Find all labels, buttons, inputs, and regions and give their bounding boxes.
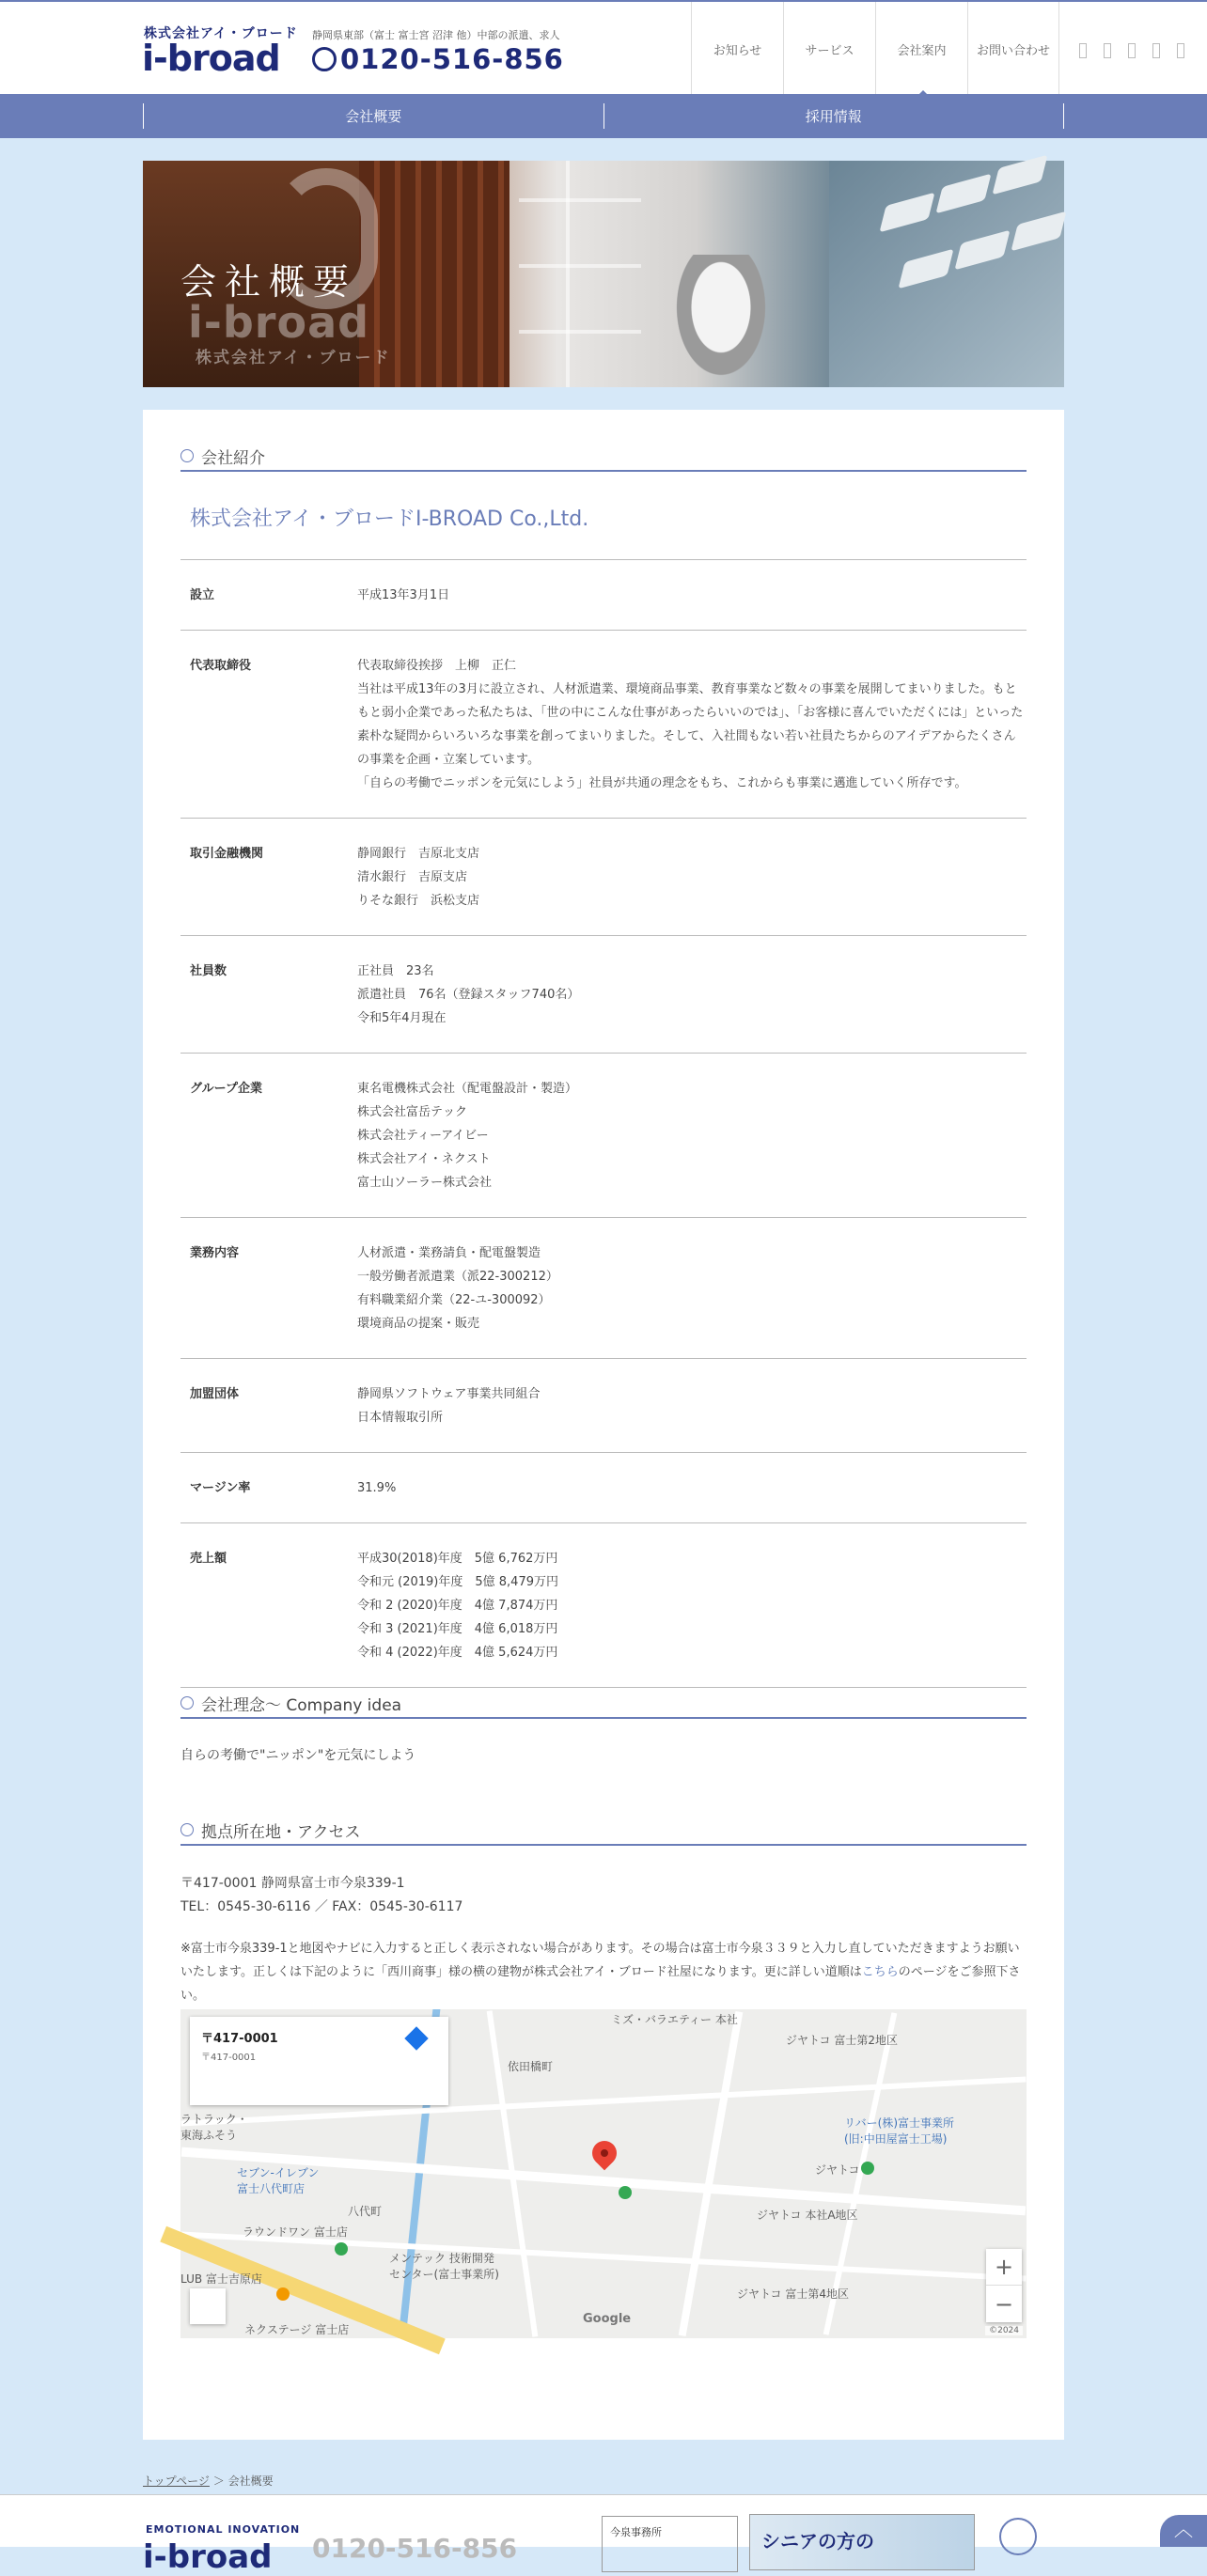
back-to-top-button[interactable]: ︿	[1160, 2515, 1207, 2547]
phone-number[interactable]: 0120-516-856	[312, 43, 564, 75]
breadcrumb	[143, 2473, 274, 2489]
social-icon[interactable]	[1177, 43, 1184, 58]
map-info-card: 〒417-0001 〒417-0001	[190, 2017, 448, 2105]
poi-marker[interactable]	[276, 2287, 290, 2301]
address-block	[180, 1872, 462, 1919]
site-header	[0, 0, 1207, 94]
section-heading-intro: 会社紹介	[180, 442, 1027, 472]
subnav-overview[interactable]: 会社概要	[143, 103, 604, 129]
table-row: 設立 平成13年3月1日	[180, 560, 1027, 631]
social-links	[1079, 43, 1184, 58]
sub-nav	[0, 94, 1207, 138]
social-icon[interactable]	[1079, 43, 1087, 58]
google-map[interactable]: 〒417-0001 〒417-0001 ミズ・バラエティー 本社 ジヤトコ 富士第2地区 依田橋町 リバー(株)富士事業所 (旧:中田屋富士工場) ジヤトコ ジヤトコ 本社A地区 セブン-イレブン 富士八代町店 八代町 ラウンドワン 富士店 メンテック 技術開発 センター(富士事業所) ジヤトコ 富士第4地区 ネクステージ 富士店 LUB 富士吉原店 ラトラック・ 東海ふそう + − Google ©2024	[180, 2009, 1027, 2338]
section-heading-access: 拠点所在地・アクセス	[180, 1816, 1027, 1846]
google-logo: Google	[583, 2312, 632, 2326]
logo-watermark-sub: 株式会社アイ・ブロード	[196, 349, 391, 367]
senior-banner[interactable]: シニアの方の	[749, 2514, 975, 2570]
chevron-right-icon: ＞	[212, 2475, 225, 2488]
nav-company[interactable]: 会社案内	[875, 2, 967, 96]
circle-icon	[180, 1696, 194, 1710]
main-nav	[691, 2, 1059, 96]
tagline: 静岡県東部（富士 富士宮 沼津 他）中部の派遣、求人	[312, 29, 560, 41]
nav-news[interactable]: お知らせ	[691, 2, 783, 96]
access-note: ※富士市今泉339-1と地図やナビに入力すると正しく表示されない場合があります。その場合は富士市今泉３３９と入力し直していただきますようお願いいたします。正しくは下記のように「西川商事」様の横の建物が株式会社アイ・ブロード社屋になります。更に詳しい道順はこちらのページをご参照下さい。	[180, 1942, 1021, 2003]
main-content	[143, 410, 1064, 2440]
certification-badge-icon	[999, 2518, 1037, 2555]
table-row: グループ企業 東名電機株式会社（配電盤設計・製造） 株式会社富岳テック 株式会社ティーアイビー 株式会社アイ・ネクスト 富士山ソーラー株式会社	[180, 1054, 1027, 1218]
directions-icon[interactable]	[404, 2026, 428, 2050]
logo-watermark-text: i-broad	[188, 297, 370, 348]
tel-fax: TEL：0545-30-6116 ／ FAX：0545-30-6117	[180, 1899, 463, 1914]
table-row: 業務内容 人材派遣・業務請負・配電盤製造 一般労働者派遣業（派22-300212） 有料職業紹介業（22-ユ-300092） 環境商品の提案・販売	[180, 1218, 1027, 1359]
social-icon[interactable]	[1152, 43, 1160, 58]
footer-tagline: EMOTIONAL INOVATION	[146, 2523, 301, 2536]
table-row: 代表取締役 代表取締役挨拶 上柳 正仁 当社は平成13年の3月に設立され、人材派遣業、環境商品事業、教育事業など数々の事業を展開してまいりました。もともと弱小企業であった私たちは、「世の中にこんな仕事があったらいいのでは」、「お客様に喜んでいただくには」といった素朴な疑問からいろいろな事業を創ってまいりました。そして、入社間もない若い社員たちからのアイデアからたくさんの事業を企画・立案しています。 「自らの考働でニッポンを元気にしよう」社員が共通の理念をもち、これからも事業に邁進していく所存です。	[180, 631, 1027, 819]
company-name: 株式会社アイ・ブロードI-BROAD Co.,Ltd.	[190, 507, 589, 531]
poi-marker[interactable]	[619, 2186, 632, 2199]
poi-marker[interactable]	[861, 2162, 874, 2175]
directions-link[interactable]: こちら	[861, 1965, 899, 1979]
circle-icon	[180, 449, 194, 462]
table-row: 社員数 正社員 23名 派遣社員 76名（登録スタッフ740名） 令和5年4月現在	[180, 936, 1027, 1054]
social-icon[interactable]	[1104, 43, 1111, 58]
footer-office: 今泉事務所	[602, 2516, 738, 2572]
table-row: 売上額 平成30(2018)年度 5億 6,762万円 令和元 (2019)年度 5億 8,479万円 令和 2 (2020)年度 4億 7,874万円 令和 3 (2021)年度 4億 6,018万円 令和 4 (2022)年度 4億 5,624万円	[180, 1523, 1027, 1688]
breadcrumb-current: 会社概要	[227, 2475, 274, 2488]
table-row: 取引金融機関 静岡銀行 吉原北支店 清水銀行 吉原支店 りそな銀行 浜松支店	[180, 819, 1027, 936]
map-pin-icon[interactable]	[588, 2136, 622, 2171]
map-attribution: ©2024	[985, 2326, 1023, 2335]
company-idea: 自らの考働で"ニッポン"を元気にしよう	[180, 1748, 416, 1763]
table-row: 加盟団体 静岡県ソフトウェア事業共同組合 日本情報取引所	[180, 1359, 1027, 1453]
social-icon[interactable]	[1128, 43, 1136, 58]
site-logo[interactable]: i-broad	[142, 38, 280, 79]
breadcrumb-home[interactable]: トップページ	[143, 2475, 210, 2488]
nav-service[interactable]: サービス	[783, 2, 875, 96]
hero-banner	[143, 161, 1064, 387]
page-title: 会社概要	[180, 261, 358, 303]
site-footer	[0, 2494, 1207, 2576]
company-name-small: 株式会社アイ・ブロード	[144, 26, 298, 41]
company-info-table	[180, 559, 1027, 1688]
footer-logo[interactable]: i-broad	[143, 2538, 273, 2576]
map-zoom-controls	[986, 2249, 1022, 2322]
zoom-in-button[interactable]: +	[986, 2249, 1022, 2286]
zoom-out-button[interactable]: −	[994, 2290, 1014, 2318]
street-view-icon[interactable]	[190, 2288, 226, 2324]
phone-icon	[312, 47, 337, 71]
subnav-recruit[interactable]: 採用情報	[604, 103, 1065, 129]
section-heading-idea: 会社理念～ Company idea	[180, 1689, 1027, 1719]
circle-icon	[180, 1823, 194, 1836]
table-row: マージン率 31.9%	[180, 1453, 1027, 1523]
address: 〒417-0001 静岡県富士市今泉339-1	[180, 1876, 405, 1891]
footer-phone[interactable]: 0120-516-856	[312, 2533, 518, 2564]
nav-contact[interactable]: お問い合わせ	[967, 2, 1059, 96]
poi-marker[interactable]	[335, 2242, 348, 2256]
